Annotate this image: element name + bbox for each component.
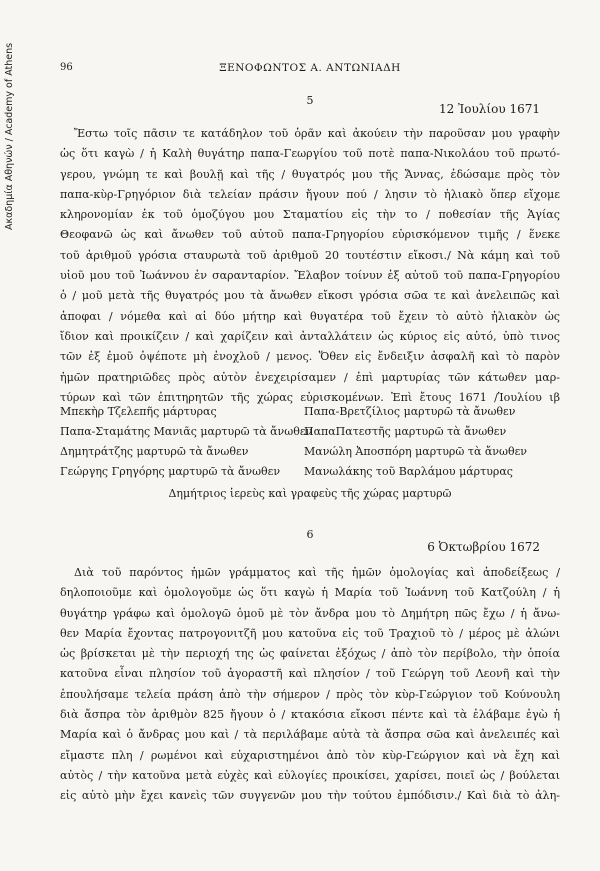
page-header (60, 62, 560, 76)
text-line: Διὰ τοῦ παρόντος ἡμῶν γράμματος καὶ τῆς ἡμῶν ὁμολογίας καὶ ἀποδείξεως / (74, 566, 560, 579)
text-line: κατοῦνα εἶναι πλησίον τοῦ ἀγοραστῆ καὶ πλησίον / τοῦ Γεώργη τοῦ Λεονῆ καὶ τὴν (60, 667, 560, 681)
text-line: Μαρία καὶ ὁ ἄνδρας μου καὶ / τὰ περιλάβαμε αὐτὰ τὰ ἄσπρα σῶα καὶ ἀνελειπές καὶ (60, 728, 560, 742)
text-line: Ἔστω τοῖς πᾶσιν τε κατάδηλον τοῦ ὁρᾶν καὶ ἀκούειν τὴν παροῦσαν μου γραφὴν (74, 127, 560, 140)
running-title: ΞΕΝΟΦΩΝΤΟΣ Α. ΑΝΤΩΝΙΑΔΗ (219, 62, 401, 74)
text-line: υἱοῦ μου τοῦ Ἰωάννου ἐν σαρανταρίον. Ἔλαβον τοίνυν ἐξ αὐτοῦ τοῦ παπα-Γρηγορίου (60, 269, 560, 283)
text-line: τῶν ἐξ ἐμοῦ ὀψέποτε μὴ ἐνοχλοῦ / μενος. Ὅθεν εἰς ἔνδειξιν ἀσφαλῆ καὶ τὸ παρὸν (60, 350, 560, 364)
text-line: εἰς αὐτὸ μὴν ἔχει κανεὶς τῶν συγγενῶν μου τὴν τούτου ἐμπόδισιν./ Καὶ διὰ τὸ ἀλη- (60, 789, 560, 803)
document-number-6: 6 (306, 528, 314, 541)
text-line: ἡμῶν πρατηριῶδες πρὸς αὐτὸν ἐνεχειρίσαμεν / ἐπὶ μαρτυρίας τῶν κάτωθεν μαρ- (60, 370, 560, 384)
signature-line: Παπα-Σταμάτης Μανιᾶς μαρτυρῶ τὰ ἄνωθεν (60, 425, 313, 438)
signature-line: Γεώργης Γρηγόρης μαρτυρῶ τὰ ἄνωθεν (60, 465, 281, 478)
page-number: 96 (60, 62, 73, 73)
text-line: ἀποφαι / νόμεθα καὶ αἱ δύο μήτηρ καὶ θυγατέρα τοῦ ἔχειν τὸ αὐτὸ ἠλιακὸν ὡς (60, 309, 560, 323)
text-line: τύρων καὶ τῶν ἐπιτηρητῶν τῆς χώρας εὑρισκομένων. Ἐπὶ ἔτους 1671 /Ἰουλίου ιβ (60, 390, 560, 404)
signature-line: Δημητράτζης μαρτυρῶ τὰ ἄνωθεν (60, 445, 249, 458)
text-line: γερου, γνώμη τε καὶ βουλῇ καὶ τῆς / θυγατρός μου τῆς Ἄννας, ἐδώσαμε πρὸς τὸν (60, 167, 560, 181)
text-line: κληρονομίαν ἐκ τοῦ ὁμοζύγου μου Σταματίου εἰς τὴν το / ποθεσίαν τῆς Ἁγίας (60, 208, 560, 222)
text-line: ἴδιον καὶ προικίζειν / καὶ χαρίζειν καὶ ἀνταλλάτειν ὡς κύριος εἰς αὐτό, ὑπὸ τινος (60, 329, 560, 343)
text-line: τοῦ ἀριθμοῦ γρόσια σταυρωτὰ τοῦ ἀριθμοῦ 20 τουτέστιν εἴκοσι./ Νὰ κάμη καὶ τοῦ (60, 248, 560, 262)
document-date-6: 6 Ὀκτωβρίου 1672 (427, 540, 540, 554)
document-number-5: 5 (306, 94, 314, 107)
text-line: παπα-κὺρ-Γρηγόριον διὰ τελείαν πράσιν ἤγουν πού / λησιν τὸ ἠλιακὸ ὅπερ εἴχομε (60, 187, 560, 201)
text-line: αὐτὸς / τὴν κατοῦνα μετὰ εὐχὲς καὶ εὐλογίες προικίσει, χαρίσει, ποιεῖ ὡς / βούλεται (60, 768, 560, 782)
scribe-signature: Δημήτριος ἱερεὺς καὶ γραφεὺς τῆς χώρας μαρτυρῶ (168, 487, 452, 500)
text-line: δηλοποιοῦμε καὶ ὁμολογοῦμε ὡς ὅτι καγὼ ἡ Μαρία τοῦ Ἰωάννη τοῦ Κατζούλη / ἡ (60, 586, 560, 600)
signature-line: Παπα-Βρετζίλιος μαρτυρῶ τὰ ἄνωθεν (304, 405, 516, 418)
academy-watermark: Ακαδημία Αθηνών / Academy of Athens (4, 42, 15, 230)
signature-line: Μπεκὴρ Τζελεπῆς μάρτυρας (60, 405, 217, 418)
text-line: διὰ ἄσπρα τὸν ἀριθμὸν 825 ἤγουν ὀ / κτακόσια εἴκοσι πέντε καὶ τὰ ἐλάβαμε ἐγὼ ἡ (60, 708, 560, 722)
text-line: Θεοφανῶ ὡς καὶ ἄνωθεν τοῦ αὐτοῦ παπα-Γρηγορίου εὑρισκόμενον τιμῆς / ἕνεκε (60, 228, 560, 242)
document-5-body (60, 124, 560, 408)
text-line: θυγάτηρ γράφω καὶ ὁμολογῶ ὁμοῦ μὲ τὸν ἄνδρα μου τὸ Δημήτρη πῶς ἔχω / ἡ ἄνω- (60, 606, 560, 620)
text-line: ὡς ὅτι καγὼ / ἡ Καλὴ θυγάτηρ παπα-Γεωργίου τοῦ ποτὲ παπα-Νικολάου τοῦ πρωτό- (60, 147, 560, 161)
text-line: ὡς βρίσκεται μὲ τὴν περιοχή της ὡς φαίνεται ἐξόχως / ἀπὸ τὸν περίβολο, τὴν ὁποία (60, 647, 560, 661)
text-line: θεν Μαρία ἔχοντας πατρογονιτζῆ μου κατοῦνα εἰς τοῦ Τραχιοῦ τὸ / μέρος μὲ ἀλώνι (60, 626, 560, 640)
text-line: ἐπουλήσαμε τελεία πράση ἀπὸ τὴν σήμερον / πρὸς τὸν κὺρ-Γεώργιον τοῦ Κούνουλη (60, 687, 560, 701)
signature-line: Μανώλη Ἀποσπόρη μαρτυρῶ τὰ ἄνωθεν (304, 445, 527, 458)
text-line: ὁ / μοῦ μετὰ τῆς θυγατρός μου τὰ ἄνωθεν εἴκοσι γρόσια σῶα τε καὶ ἀνελειπῶς καὶ (60, 289, 560, 303)
document-date-5: 12 Ἰουλίου 1671 (438, 102, 540, 116)
document-6-body (60, 563, 560, 807)
signature-line: Μανωλάκης τοῦ Βαρλάμου μάρτυρας (304, 465, 513, 478)
signature-line: ΠαπαΠατεστῆς μαρτυρῶ τὰ ἄνωθεν (304, 425, 507, 438)
text-line: εἴμαστε πλη / ρωμένοι καὶ εὐχαριστημένοι ἀπὸ τὸν κὺρ-Γεώργιον καὶ νὰ ἔχη καὶ (60, 748, 560, 762)
